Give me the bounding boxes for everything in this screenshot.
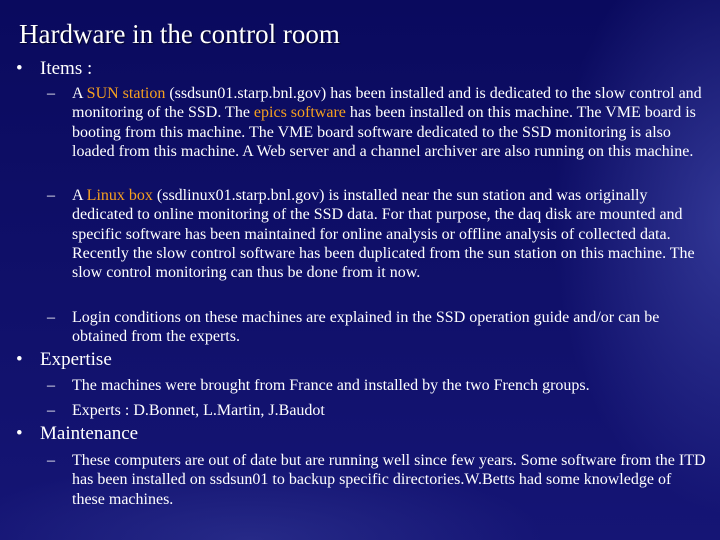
bullet-dot-icon: •: [16, 423, 23, 444]
sub-item-text: The machines were brought from France and installed by the two French groups.: [72, 377, 590, 394]
dash-icon: –: [47, 309, 55, 326]
dash-icon: –: [47, 377, 55, 394]
bullet-heading-items: Items :: [40, 58, 93, 79]
bullet-maintenance: [16, 422, 138, 446]
sub-item-sun-station: [47, 84, 707, 161]
sub-item-experts: [47, 401, 707, 420]
dash-icon: –: [47, 187, 55, 204]
sub-item-computers: [47, 451, 707, 509]
dash-icon: –: [47, 85, 55, 102]
sub-item-text: Login conditions on these machines are explained in the SSD operation guide and/or can be obtained from the experts.: [72, 309, 660, 346]
sub-item-login: [47, 308, 707, 347]
slide-title: Hardware in the control room: [19, 19, 340, 49]
sub-item-text: A SUN station (ssdsun01.starp.bnl.gov) has been installed and is dedicated to the slow control and monitoring of the SSD. The epics software has been installed on this machine. The VME board is booting from this machine. The VME board software dedicated to the SSD monitoring is also loaded from this machine. A Web server and a channel archiver are also running on this machine.: [72, 85, 702, 160]
sub-item-linux-box: [47, 186, 707, 282]
bullet-expertise: [16, 348, 112, 372]
bullet-heading-maintenance: Maintenance: [40, 423, 139, 444]
dash-icon: –: [47, 452, 55, 469]
bullet-dot-icon: •: [16, 58, 23, 79]
dash-icon: –: [47, 402, 55, 419]
sub-item-text: These computers are out of date but are running well since few years. Some software from the ITD has been installed on ssdsun01 to backup specific directories.W.Betts had some knowledge of these machines.: [72, 452, 706, 508]
highlight-sun-station: SUN station: [86, 85, 166, 102]
highlight-epics-software: epics software: [253, 104, 346, 122]
sub-item-machines: [47, 376, 707, 395]
sub-item-text: A Linux box (ssdlinux01.starp.bnl.gov) is installed near the sun station and was originally dedicated to online monitoring of the SSD data. For that purpose, the daq disk are mounted and specific software has been maintained for online analysis or offline analysis of collected data. Recently the slow control software has been duplicated from the sun station on this machine. The slow control monitoring can thus be done from it now.: [72, 187, 695, 282]
highlight-linux-box: Linux box: [86, 187, 153, 204]
bullet-dot-icon: •: [16, 349, 23, 370]
sub-item-text: Experts : D.Bonnet, L.Martin, J.Baudot: [72, 402, 325, 419]
bullet-items: [16, 57, 92, 81]
bullet-heading-expertise: Expertise: [40, 349, 112, 370]
